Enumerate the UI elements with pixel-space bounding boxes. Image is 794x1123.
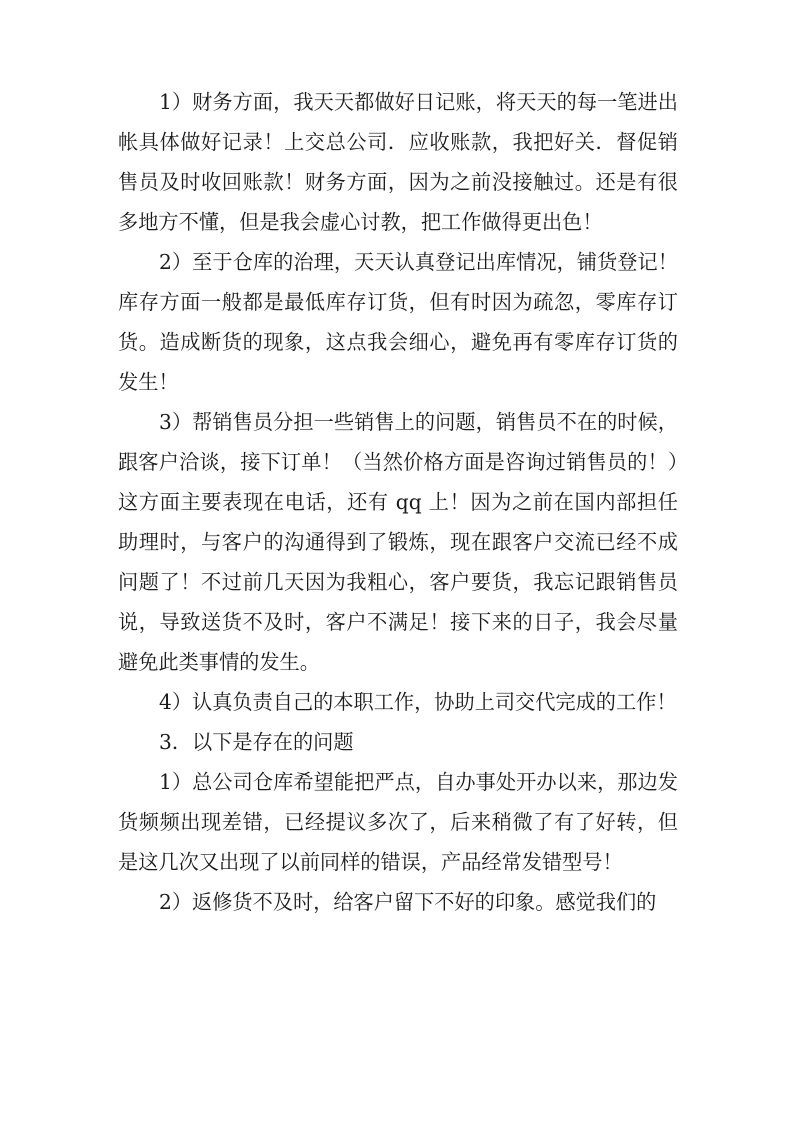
paragraph-sales-support: 3）帮销售员分担一些销售上的问题，销售员不在的时候，跟客户洽谈，接下订单！（当然价格方面是咨询过销售员的！）这方面主要表现在电话，还有 qq 上！因为之前在国内部担任助理时，与客户的沟通得到了锻炼，现在跟客户交流已经不成问题了！不过前几天因为我粗心，客户要货，我忘记跟销售员说，导致送货不及时，客户不满足！接下来的日子，我会尽量避免此类事情的发生。 [118,410,678,674]
paragraph-warehouse: 2）至于仓库的治理，天天认真登记出库情况，铺货登记！库存方面一般都是最低库存订货，但有时因为疏忽，零库存订货。造成断货的现象，这点我会细心，避免再有零库存订货的发生！ [118,250,678,394]
paragraph-problem-repair: 2）返修货不及时，给客户留下不好的印象。感觉我们的 [159,890,657,914]
paragraph-problem-warehouse: 1）总公司仓库希望能把严点，自办事处开办以来，那边发货频频出现差错，已经提议多次了，后来稍微了有了好转，但是这几次又出现了以前同样的错误，产品经常发错型号！ [118,770,678,874]
section-heading-problems: 3．以下是存在的问题 [159,730,354,754]
paragraph-duties: 4）认真负责自己的本职工作，协助上司交代完成的工作！ [159,690,677,714]
paragraph-finance: 1）财务方面，我天天都做好日记账，将天天的每一笔进出帐具体做好记录！上交总公司．应收账款，我把好关．督促销售员及时收回账款！财务方面，因为之前没接触过。还是有很多地方不懂，但是我会虚心讨教，把工作做得更出色！ [118,90,678,234]
document-body [118,82,678,922]
